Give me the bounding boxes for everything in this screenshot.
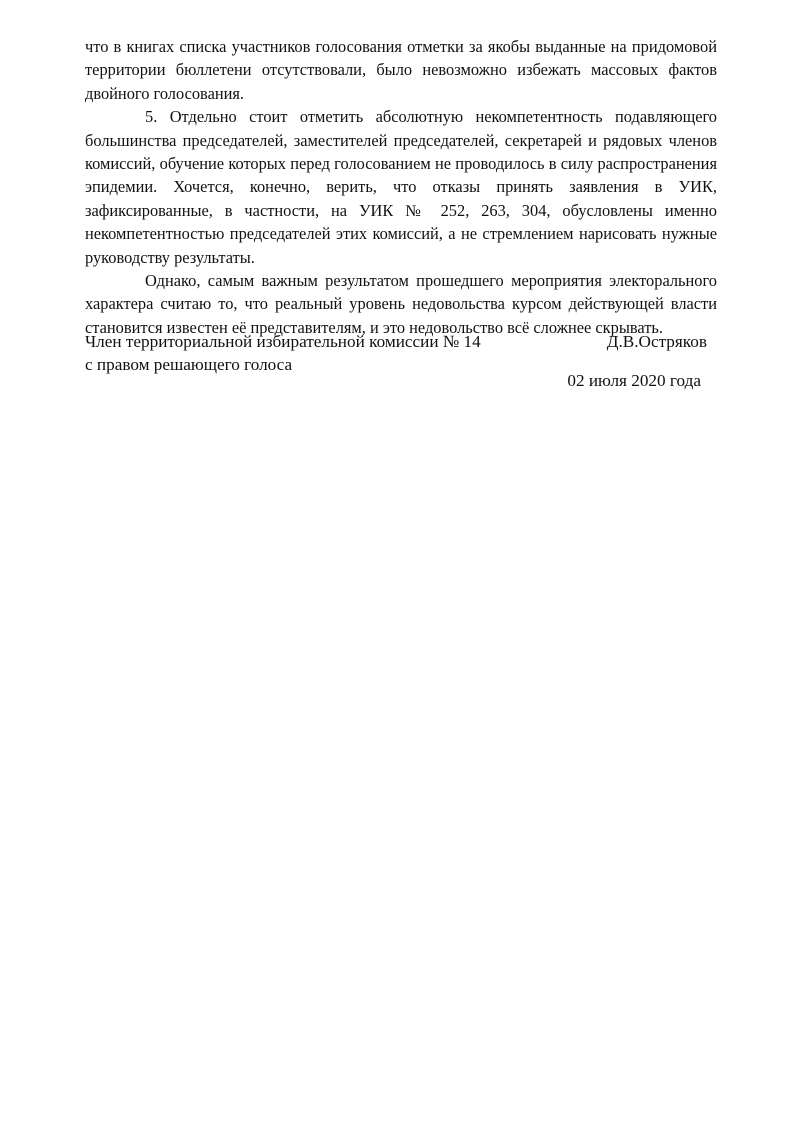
paragraph-conclusion: Однако, самым важным результатом прошедшего мероприятия электорального характера считаю то, что реальный уровень недовольства курсом действующей власти становится известен её представителям, и это недовольство всё сложнее скрывать.	[85, 271, 717, 337]
signer-name: Д.В.Остряков	[606, 332, 707, 351]
signer-position-line-1: Член территориальной избирательной комиссии № 14	[85, 332, 481, 351]
signature-row	[85, 330, 725, 353]
document-body	[85, 35, 717, 339]
signer-position-line-2: с правом решающего голоса	[85, 355, 293, 374]
paragraph-continuation: что в книгах списка участников голосования отметки за якобы выданные на придомовой территории бюллетени отсутствовали, было невозможно избежать массовых фактов двойного голосования.	[85, 37, 717, 103]
document-date: 02 июля 2020 года	[567, 371, 701, 390]
signature-block	[85, 330, 725, 390]
paragraph-point-5: 5. Отдельно стоит отметить абсолютную некомпетентность подавляющего большинства председателей, заместителей председателей, секретарей и рядовых членов комиссий, обучение которых перед голосованием не проводилось в силу распространения эпидемии. Хочется, конечно, верить, что отказы принять заявления в УИК, зафиксированные, в частности, на УИК № 252, 263, 304, обусловлены именно некомпетентностью председателей этих комиссий, а не стремлением нарисовать нужные руководству результаты.	[85, 107, 717, 267]
